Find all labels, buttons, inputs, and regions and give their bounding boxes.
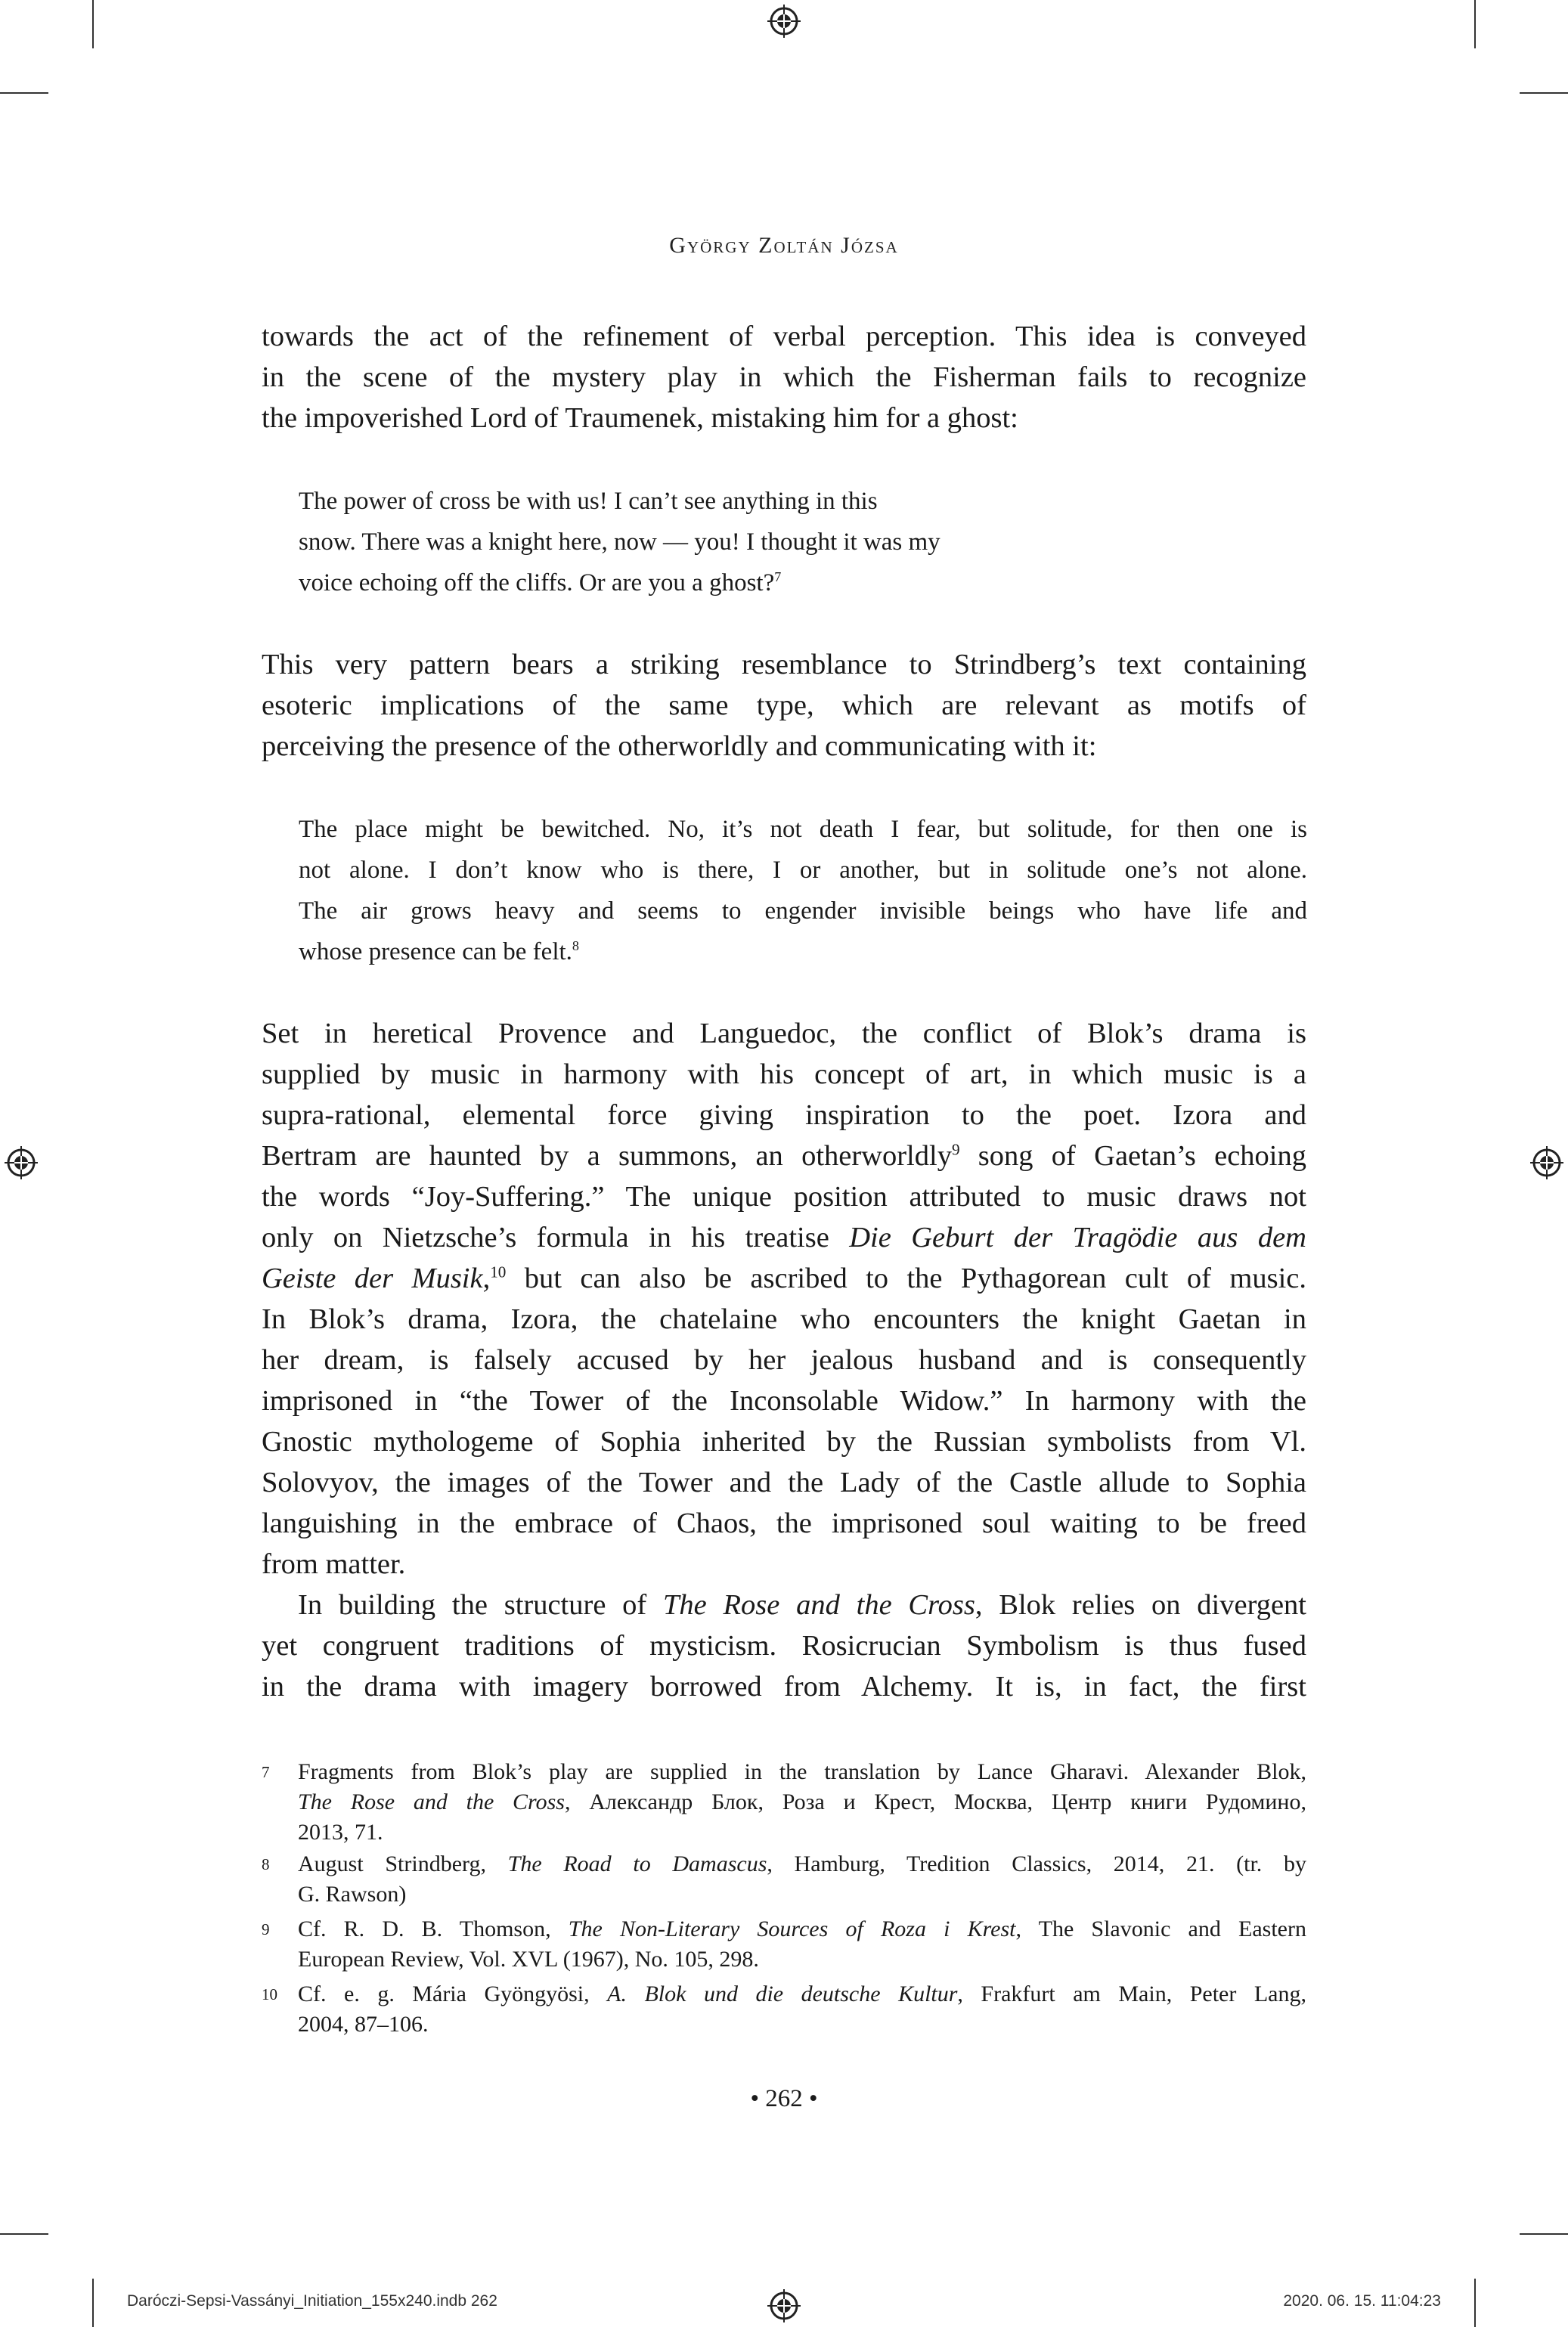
text-line: This very pattern bears a striking resemblance to Strindberg’s text containing — [262, 649, 1306, 680]
text-line: imprisoned in “the Tower of the Inconsolable Widow.” In harmony with the — [262, 1385, 1306, 1417]
text-line: the impoverished Lord of Traumenek, mistaking him for a ghost: — [262, 402, 1018, 434]
registration-mark-icon — [767, 5, 801, 38]
text-line: esoteric implications of the same type, which are relevant as motifs of — [262, 689, 1306, 721]
quote-line: The air grows heavy and seems to engender invisible beings who have life and — [299, 897, 1307, 925]
body-paragraph — [262, 316, 1306, 438]
quote-line: not alone. I don’t know who is there, I or another, but in solitude one’s not alone. — [299, 857, 1307, 884]
footnote-ref[interactable]: 9 — [951, 1140, 960, 1159]
text-line: supplied by music in harmony with his concept of art, in which music is a — [262, 1058, 1306, 1090]
quote-line: The power of cross be with us! I can’t see anything in this — [299, 488, 878, 515]
crop-mark — [1520, 2233, 1568, 2235]
text-line: her dream, is falsely accused by her jealous husband and is consequently — [262, 1344, 1306, 1376]
crop-mark — [0, 2233, 48, 2235]
crop-mark — [92, 0, 94, 48]
footnote-line: Cf. e. g. Mária Gyöngyösi, A. Blok und die deutsche Kultur, Frakfurt am Main, Peter Lang, — [298, 1982, 1307, 2006]
footnote-line: August Strindberg, The Road to Damascus, Hamburg, Tredition Classics, 2014, 21. (tr. by — [298, 1851, 1306, 1876]
footnote-line: 2013, 71. — [298, 1820, 383, 1845]
body-paragraph — [262, 644, 1306, 767]
text-line: In building the structure of The Rose and the Cross, Blok relies on divergent — [298, 1589, 1306, 1621]
footnote-line: Fragments from Blok’s play are supplied in the translation by Lance Gharavi. Alexander Blok, — [298, 1759, 1306, 1784]
text-line: in the drama with imagery borrowed from Alchemy. It is, in fact, the first — [262, 1671, 1306, 1703]
text-line: Set in heretical Provence and Languedoc, the conflict of Blok’s drama is — [262, 1018, 1306, 1049]
crop-mark — [92, 2279, 94, 2327]
footnote-line: The Rose and the Cross, Александр Блок, Роза и Крест, Москва, Центр книги Рудомино, — [298, 1789, 1306, 1814]
text-line: Bertram are haunted by a summons, an otherworldly$^9$ song of Gaetan’s echoing — [262, 1140, 1306, 1172]
footnote-number: 9 — [262, 1920, 270, 1938]
slug-timestamp: 2020. 06. 15. 11:04:23 — [1283, 2292, 1441, 2310]
text-line: Solovyov, the images of the Tower and the Lady of the Castle allude to Sophia — [262, 1467, 1306, 1498]
block-quote — [299, 481, 1307, 603]
footnote-line: G. Rawson) — [298, 1882, 407, 1907]
footnote-line: 2004, 87–106. — [298, 2012, 429, 2037]
footnote-ref[interactable]: 7 — [774, 569, 782, 585]
footnote-number: 7 — [262, 1763, 270, 1781]
text-line: towards the act of the refinement of verbal perception. This idea is conveyed — [262, 321, 1306, 352]
footnote-line: Cf. R. D. B. Thomson, The Non-Literary Sources of Roza i Krest, The Slavonic and Eastern — [298, 1916, 1306, 1941]
footnote-ref[interactable]: 10 — [490, 1263, 507, 1281]
footnote-line: European Review, Vol. XVL (1967), No. 105, 298. — [298, 1947, 759, 1972]
text-line: Geiste der Musik,$^{10}$ but can also be ascribed to the Pythagorean cult of music. — [262, 1263, 1306, 1294]
footnote-ref[interactable]: 8 — [572, 938, 579, 954]
footnote — [262, 1757, 1306, 1848]
text-line: yet congruent traditions of mysticism. Rosicrucian Symbolism is thus fused — [262, 1630, 1306, 1662]
quote-line: whose presence can be felt.$^8$ — [299, 938, 579, 965]
text-line: supra-rational, elemental force giving inspiration to the poet. Izora and — [262, 1099, 1306, 1131]
footnote — [262, 1914, 1306, 1975]
text-line: perceiving the presence of the otherworldly and communicating with it: — [262, 730, 1097, 762]
running-head: György Zoltán Józsa — [669, 233, 899, 258]
text-line: In Blok’s drama, Izora, the chatelaine who encounters the knight Gaetan in — [262, 1303, 1306, 1335]
crop-mark — [1520, 92, 1568, 94]
body-paragraph — [262, 1013, 1306, 1585]
registration-mark-icon — [5, 1146, 38, 1179]
crop-mark — [1474, 2279, 1476, 2327]
registration-mark-icon — [767, 2289, 801, 2322]
block-quote — [299, 809, 1307, 972]
footnote — [262, 1849, 1306, 1910]
footnote-number: 8 — [262, 1855, 270, 1873]
footnote-number: 10 — [262, 1985, 277, 2003]
text-line: from matter. — [262, 1548, 406, 1580]
text-line: the words “Joy-Suffering.” The unique position attributed to music draws not — [262, 1181, 1306, 1213]
page-number: • 262 • — [750, 2085, 818, 2112]
crop-mark — [1474, 0, 1476, 48]
crop-mark — [0, 92, 48, 94]
text-line: only on Nietzsche’s formula in his treatise Die Geburt der Tragödie aus dem — [262, 1222, 1306, 1253]
body-paragraph — [262, 1585, 1306, 1707]
slug-file: Daróczi-Sepsi-Vassányi_Initiation_155x240.indb 262 — [127, 2292, 497, 2310]
footnote — [262, 1979, 1306, 2040]
quote-line: voice echoing off the cliffs. Or are you a ghost?$^7$ — [299, 569, 782, 596]
registration-mark-icon — [1530, 1146, 1563, 1179]
text-line: languishing in the embrace of Chaos, the imprisoned soul waiting to be freed — [262, 1507, 1306, 1539]
text-line: in the scene of the mystery play in which the Fisherman fails to recognize — [262, 361, 1306, 393]
text-line: Gnostic mythologeme of Sophia inherited by the Russian symbolists from Vl. — [262, 1426, 1306, 1458]
quote-line: snow. There was a knight here, now — you! I thought it was my — [299, 528, 940, 556]
quote-line: The place might be bewitched. No, it’s not death I fear, but solitude, for then one is — [299, 816, 1307, 843]
